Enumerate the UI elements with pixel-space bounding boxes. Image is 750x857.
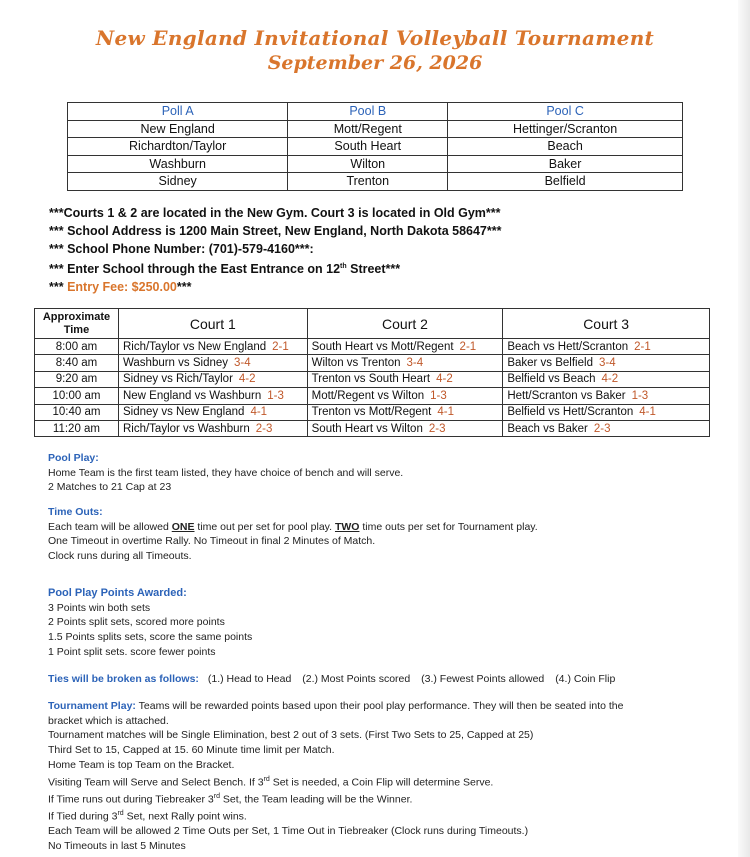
matchup: Trenton vs Mott/Regent — [311, 406, 432, 419]
seed-label: 1-3 — [631, 389, 649, 402]
matchup: Trenton vs South Heart — [311, 373, 431, 386]
match-time: 10:00 am — [35, 388, 119, 404]
seed-label: 2-1 — [634, 340, 651, 353]
phone-note: *** School Phone Number: (701)-579-4160***: — [49, 242, 314, 256]
schedule-row — [35, 339, 710, 355]
match-time: 10:40 am — [35, 404, 119, 420]
court-2-header: Court 2 — [307, 309, 503, 339]
seed-label: 2-1 — [459, 340, 477, 353]
court-3-match — [503, 420, 710, 436]
court-3-match — [503, 388, 710, 404]
matchup: Wilton vs Trenton — [311, 357, 401, 370]
matchup: Rich/Taylor vs Washburn — [122, 422, 250, 435]
court-1-match — [118, 388, 307, 404]
court-3-match — [503, 371, 710, 387]
seed-label: 4-1 — [639, 406, 656, 419]
pool-cell: New England — [68, 120, 288, 138]
pool-play-section: Pool Play: Home Team is the first team listed, they have choice of bench and will serve. 2 Matches to 21 Cap at 23 — [48, 452, 404, 494]
matchup: Beach vs Baker — [507, 422, 588, 435]
venue-notes — [49, 204, 501, 296]
pool-cell: Wilton — [288, 155, 448, 173]
court-1-header: Court 1 — [118, 309, 307, 339]
entrance-note: *** Enter School through the East Entrance on 12th Street*** — [49, 262, 401, 277]
seed-label: 2-1 — [272, 340, 289, 353]
court-3-match — [503, 404, 710, 420]
schedule-row — [35, 388, 710, 404]
match-time: 9:20 am — [35, 371, 119, 387]
seed-label: 2-3 — [255, 422, 273, 435]
seed-label: 4-1 — [437, 406, 455, 419]
matchup: Beach vs Hett/Scranton — [507, 340, 629, 353]
pool-cell: Richardton/Taylor — [68, 138, 288, 156]
court-2-match — [307, 420, 503, 436]
seed-label: 4-2 — [238, 373, 256, 386]
court-2-match — [307, 388, 503, 404]
court-1-match — [118, 339, 307, 355]
pool-a-header: Poll A — [68, 103, 288, 121]
address-note: *** School Address is 1200 Main Street, New England, North Dakota 58647*** — [49, 224, 502, 238]
pool-row — [68, 173, 683, 191]
schedule-table — [34, 308, 710, 437]
time-header: Approximate Time — [35, 309, 119, 339]
schedule-row — [35, 404, 710, 420]
entry-fee: Entry Fee: $250.00 — [67, 280, 177, 295]
matchup: New England vs Washburn — [122, 389, 262, 402]
page-title: New England Invitational Volleyball Tournament — [95, 26, 655, 50]
match-time: 8:40 am — [35, 355, 119, 371]
court-1-match — [118, 355, 307, 371]
pool-cell: Mott/Regent — [288, 120, 448, 138]
seed-label: 3-4 — [406, 357, 424, 370]
matchup: Mott/Regent vs Wilton — [311, 389, 425, 402]
pool-cell: South Heart — [288, 138, 448, 156]
pool-row — [68, 138, 683, 156]
courts-note: ***Courts 1 & 2 are located in the New Gym. Court 3 is located in Old Gym*** — [49, 206, 501, 220]
seed-label: 2-3 — [428, 422, 446, 435]
pool-cell: Beach — [448, 138, 683, 156]
seed-label: 4-2 — [601, 373, 619, 386]
matchup: South Heart vs Wilton — [311, 422, 423, 435]
schedule-row — [35, 371, 710, 387]
page-edge-shadow — [738, 0, 750, 857]
tournament-date: September 26, 2026 — [267, 52, 483, 74]
seed-label: 4-1 — [250, 406, 268, 419]
pool-c-header: Pool C — [448, 103, 683, 121]
matchup: Sidney vs New England — [122, 406, 245, 419]
matchup: Hett/Scranton vs Baker — [507, 389, 626, 402]
tournament-section: Tournament Play: Teams will be rewarded points based upon their pool play performance. They will then be seated into the bracket which is attached. Tournament matches will be Single Elimination, best 2 out of 3 sets. (First Two Sets to 25, Capped at 25) Third Set to 15, Capped at 15. 60 Minute time limit per Match. Home Team is top Team on the Bracket. Visiting Team will Serve and Select Bench. If 3rd Set is needed, a Coin Flip will determine Serve. If Time runs out during Tiebreaker 3rd Set, the Team leading will be the Winner. If Tied during 3rd Set, next Rally point wins. Each Team will be allowed 2 Time Outs per Set, 1 Time Out in Tiebreaker (Clock runs during Timeouts.) No Timeouts in last 5 Minutes — [48, 700, 624, 852]
court-1-match — [118, 371, 307, 387]
court-1-match — [118, 404, 307, 420]
seed-label: 1-3 — [267, 389, 284, 402]
pool-play-heading: Pool Play: — [48, 452, 99, 464]
pool-cell: Washburn — [68, 155, 288, 173]
seed-label: 2-3 — [593, 422, 611, 435]
points-section: Pool Play Points Awarded: 3 Points win both sets 2 Points split sets, scored more points 1.5 Points splits sets, score the same points 1 Point split sets. score fewer points — [48, 587, 253, 658]
pool-row — [68, 155, 683, 173]
court-3-match — [503, 339, 710, 355]
pool-cell: Sidney — [68, 173, 288, 191]
match-time: 8:00 am — [35, 339, 119, 355]
court-2-match — [307, 404, 503, 420]
ties-heading: Ties will be broken as follows: — [48, 673, 199, 685]
matchup: Sidney vs Rich/Taylor — [122, 373, 233, 386]
court-2-match — [307, 355, 503, 371]
matchup: Belfield vs Beach — [507, 373, 596, 386]
entry-fee-note: *** Entry Fee: $250.00*** — [49, 280, 192, 295]
pool-b-header: Pool B — [288, 103, 448, 121]
seed-label: 1-3 — [430, 389, 447, 402]
matchup: Rich/Taylor vs New England — [122, 340, 267, 353]
pool-cell: Baker — [448, 155, 683, 173]
court-2-match — [307, 371, 503, 387]
matchup: Belfield vs Hett/Scranton — [507, 406, 634, 419]
court-3-match — [503, 355, 710, 371]
court-3-header: Court 3 — [503, 309, 710, 339]
time-outs-section: Time Outs: Each team will be allowed ONE time out per set for pool play. TWO time outs per set for Tournament play. One Timeout in overtime Rally. No Timeout in final 2 Minutes of Match. Clock runs during all Timeouts. — [48, 506, 538, 563]
seed-label: 3-4 — [234, 357, 251, 370]
time-outs-heading: Time Outs: — [48, 506, 103, 518]
seed-label: 4-2 — [436, 373, 453, 386]
match-time: 11:20 am — [35, 420, 119, 436]
matchup: Washburn vs Sidney — [122, 357, 229, 370]
tournament-heading: Tournament Play: — [48, 700, 136, 712]
pool-cell: Trenton — [288, 173, 448, 191]
matchup: Baker vs Belfield — [507, 357, 593, 370]
ties-section: Ties will be broken as follows: (1.) Head to Head (2.) Most Points scored (3.) Fewest Points allowed (4.) Coin Flip — [48, 673, 616, 685]
matchup: South Heart vs Mott/Regent — [311, 340, 454, 353]
schedule-row — [35, 420, 710, 436]
pools-table — [67, 102, 683, 191]
court-2-match — [307, 339, 503, 355]
pool-cell: Hettinger/Scranton — [448, 120, 683, 138]
seed-label: 3-4 — [598, 357, 616, 370]
court-1-match — [118, 420, 307, 436]
schedule-row — [35, 355, 710, 371]
pool-row — [68, 120, 683, 138]
pool-cell: Belfield — [448, 173, 683, 191]
points-heading: Pool Play Points Awarded: — [48, 587, 187, 599]
